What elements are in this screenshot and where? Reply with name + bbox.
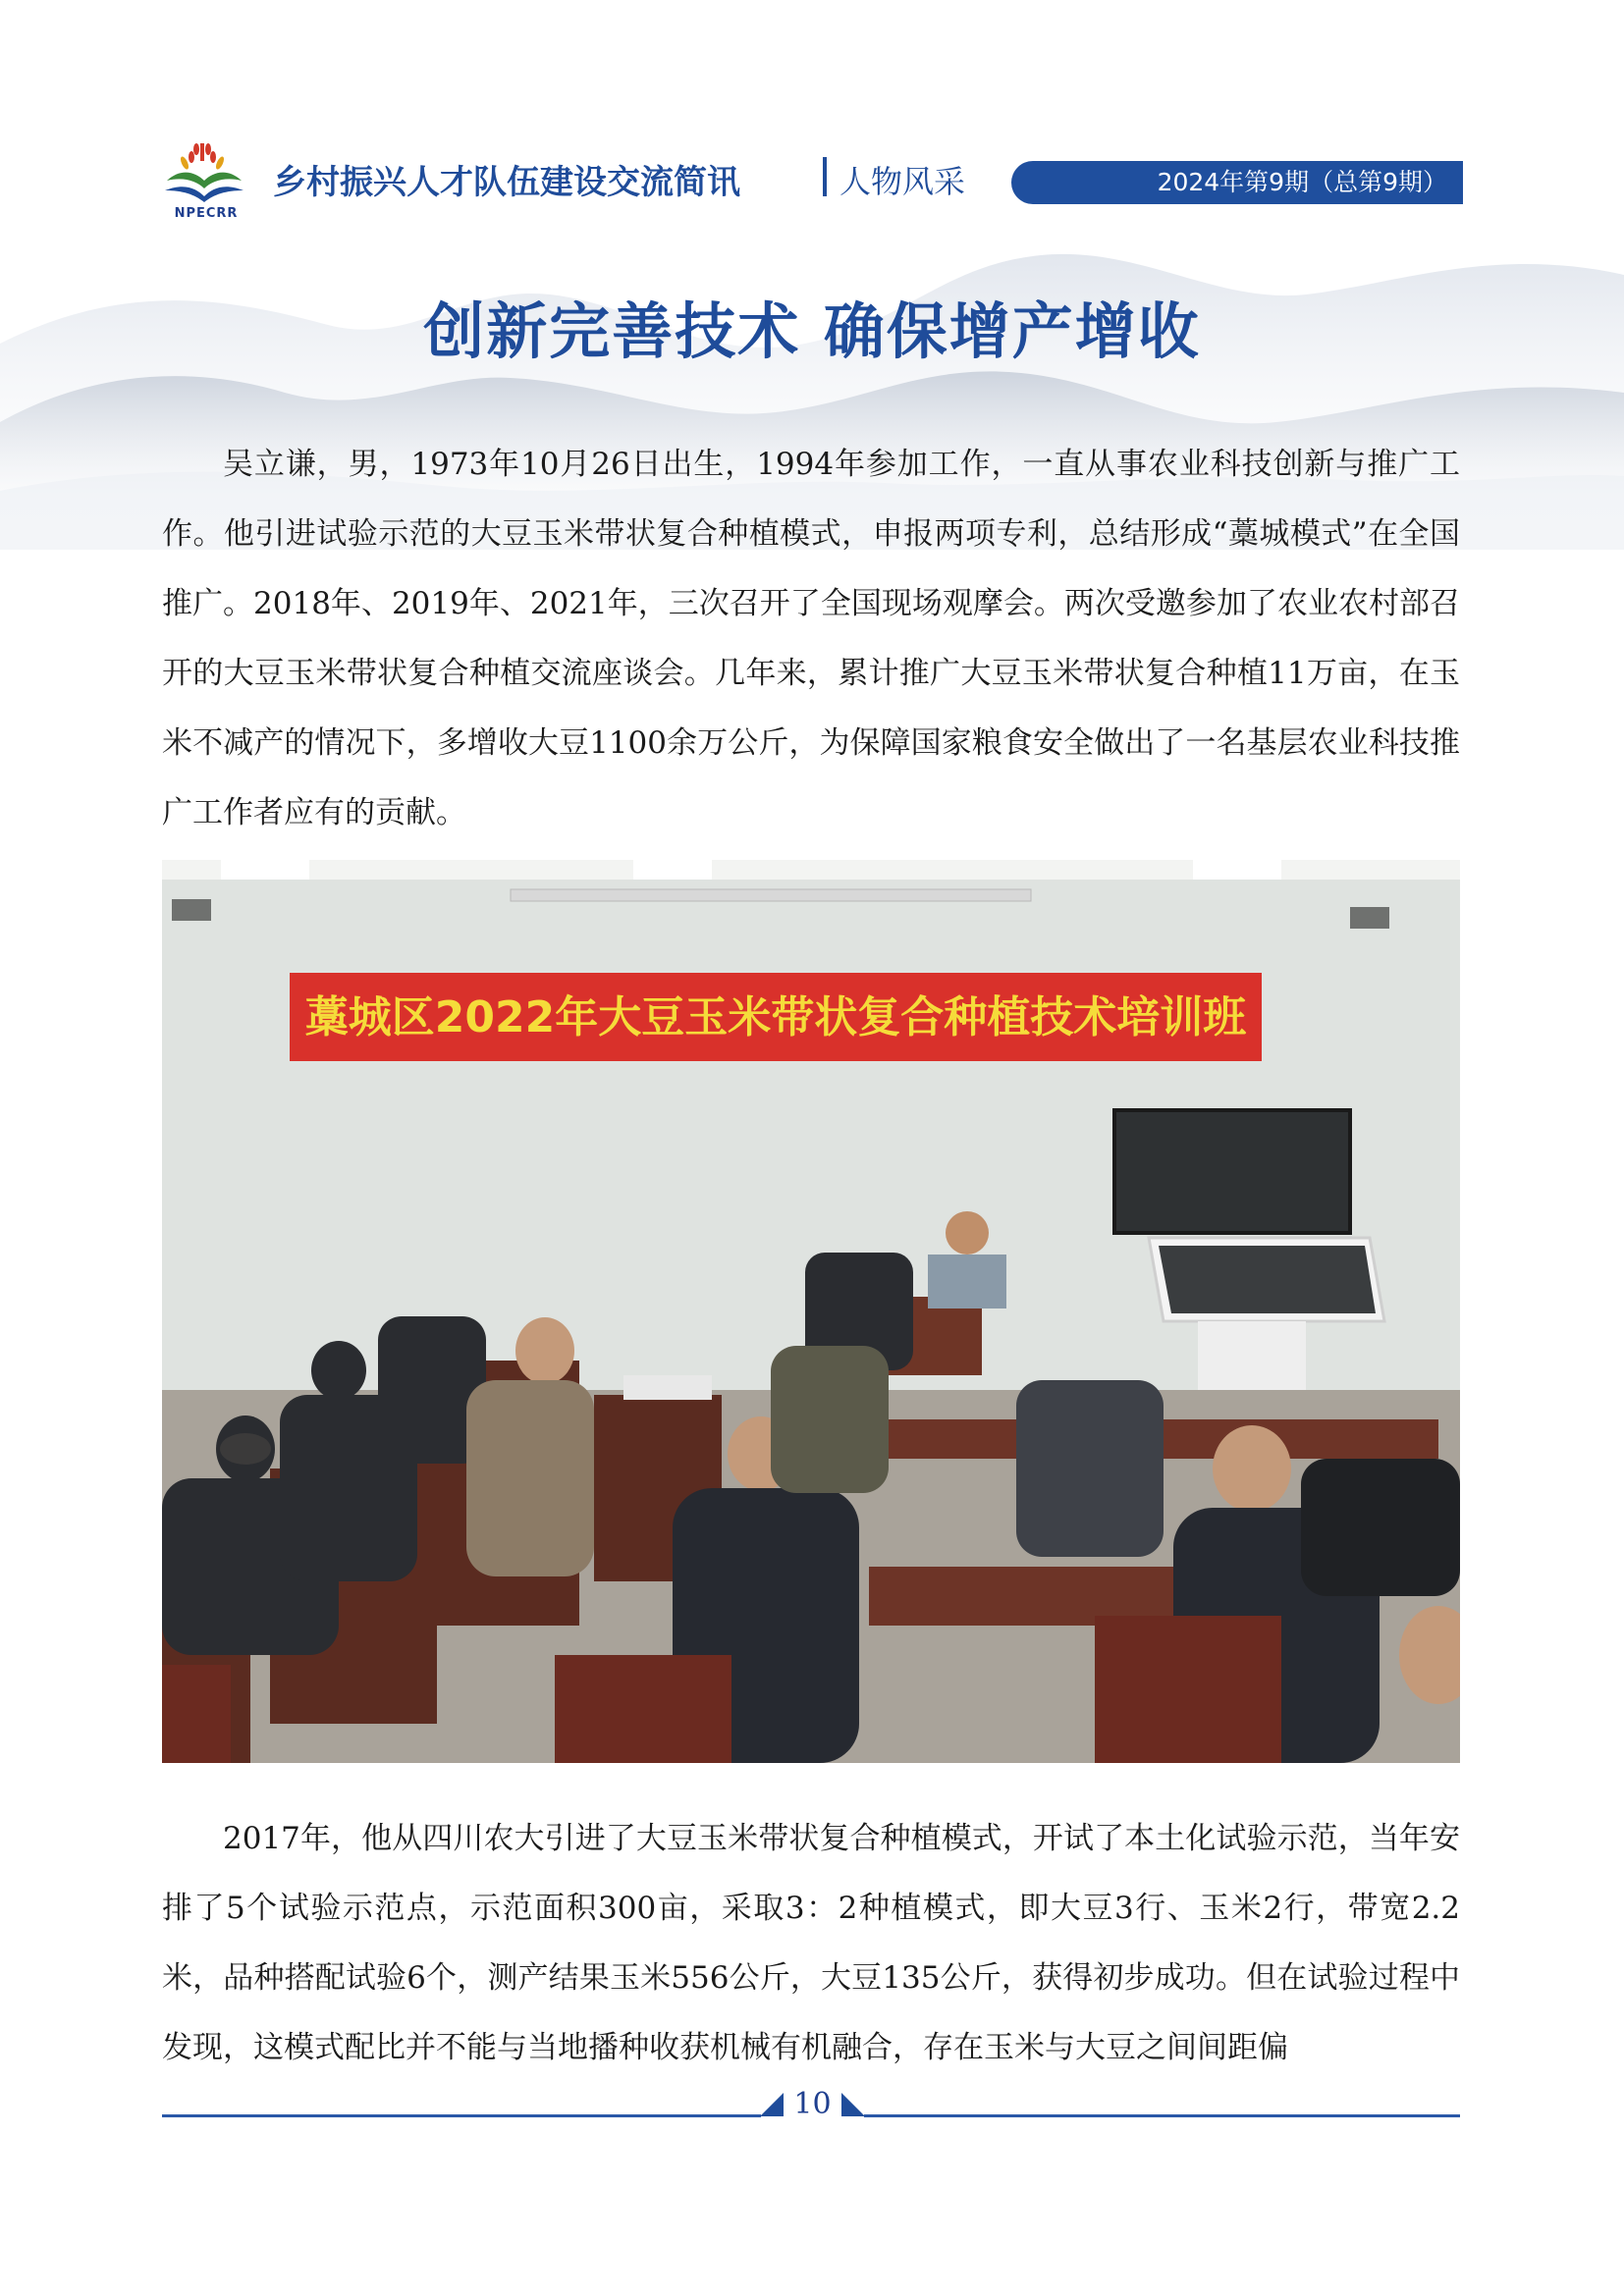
photo-banner-text: 藁城区2022年大豆玉米带状复合种植技术培训班 [304,992,1247,1042]
page-number: 10 [793,2087,832,2121]
section-name: 人物风采 [839,163,966,200]
article-title: 创新完善技术 确保增产增收 [423,295,1201,367]
publication-name: 乡村振兴人才队伍建设交流简讯 [273,163,740,202]
training-session-photo [162,860,1460,1763]
footer-right-triangle-icon [841,2091,867,2116]
page-header [157,137,1463,221]
article-paragraph-2: 2017年，他从四川农大引进了大豆玉米带状复合种植模式，开试了本土化试验示范，当年安排了5个试验示范点，示范面积300亩，采取3：2种植模式，即大豆3行、玉米2行，带宽2.2米，品种搭配试验6个，测产结果玉米556公斤，大豆135公斤，获得初步成功。但在试验过程中发现，这模式配比并不能与当地播种收获机械有机融合，存在玉米与大豆之间间距偏 [162,1821,1460,2065]
article-paragraph-1: 吴立谦，男，1973年10月26日出生，1994年参加工作，一直从事农业科技创新与推广工作。他引进试验示范的大豆玉米带状复合种植模式，申报两项专利，总结形成“藁城模式”在全国推广。2018年、2019年、2021年，三次召开了全国现场观摩会。两次受邀参加了农业农村部召开的大豆玉米带状复合种植交流座谈会。几年来，累计推广大豆玉米带状复合种植11万亩，在玉米不减产的情况下，多增收大豆1100余万公斤，为保障国家粮食安全做出了一名基层农业科技推广工作者应有的贡献。 [162,447,1460,830]
header-divider [823,157,827,196]
footer-line-right [864,2114,1460,2117]
footer-line-left [162,2114,761,2117]
issue-label: 2024年第9期（总第9期） [1011,161,1463,204]
photo-illustration [162,860,1460,1763]
logo-text: NPECRR [174,206,239,221]
